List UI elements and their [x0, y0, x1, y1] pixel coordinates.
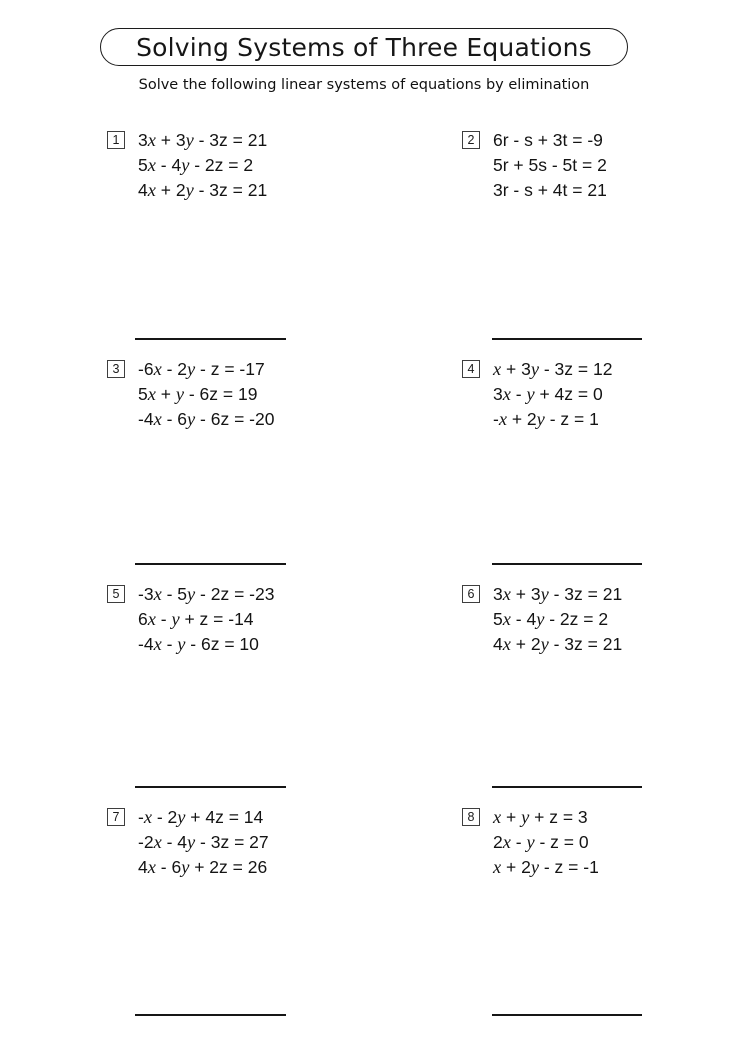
variable: x — [153, 634, 162, 654]
equation: -x - 2y + 4z = 14 — [138, 807, 264, 827]
equation: x + y + z = 3 — [493, 807, 588, 827]
variable: y — [536, 409, 545, 429]
answer-line-6 — [492, 786, 642, 788]
equation: -2x - 4y - 3z = 27 — [138, 832, 269, 852]
equation: 4x - 6y + 2z = 26 — [138, 857, 268, 877]
instructions-text: Solve the following linear systems of equations by elimination — [138, 77, 590, 93]
answer-line-1 — [135, 338, 286, 340]
equation: 3x - y + 4z = 0 — [493, 384, 603, 404]
problem-6 — [462, 582, 622, 657]
equation: -6x - 2y - z = -17 — [138, 359, 265, 379]
variable: y — [187, 832, 196, 852]
equation: -4x - y - 6z = 10 — [138, 634, 259, 654]
variable: x — [147, 857, 156, 877]
variable: y — [187, 359, 196, 379]
equation: x + 3y - 3z = 12 — [493, 359, 613, 379]
equation-list — [493, 805, 599, 880]
equation: 3x + 3y - 3z = 21 — [493, 584, 623, 604]
variable: y — [530, 359, 539, 379]
variable: x — [502, 584, 511, 604]
equation-list — [493, 128, 607, 203]
variable: x — [502, 609, 511, 629]
problem-number-box: 1 — [107, 131, 125, 149]
variable: x — [493, 359, 502, 379]
equation: 5x - 4y - 2z = 2 — [138, 155, 254, 175]
variable: x — [143, 807, 152, 827]
variable: y — [530, 857, 539, 877]
title-border-pill — [100, 28, 628, 66]
variable: x — [153, 832, 162, 852]
variable: y — [526, 832, 535, 852]
variable: y — [526, 384, 535, 404]
variable: y — [171, 609, 180, 629]
equation: 5x - 4y - 2z = 2 — [493, 609, 609, 629]
variable: x — [493, 857, 502, 877]
variable: x — [502, 384, 511, 404]
variable: y — [185, 180, 194, 200]
equation: 3x + 3y - 3z = 21 — [138, 130, 268, 150]
equation-list — [493, 582, 622, 657]
variable: y — [185, 130, 194, 150]
problem-4 — [462, 357, 612, 432]
variable: x — [147, 609, 156, 629]
problem-number-box: 5 — [107, 585, 125, 603]
variable: x — [153, 409, 162, 429]
variable: y — [187, 409, 196, 429]
variable: y — [187, 584, 196, 604]
problem-7 — [107, 805, 269, 880]
variable: y — [181, 857, 190, 877]
variable: y — [181, 155, 190, 175]
variable: y — [175, 384, 184, 404]
problem-number-box: 3 — [107, 360, 125, 378]
problem-number-box: 8 — [462, 808, 480, 826]
problem-3 — [107, 357, 274, 432]
equation: 6r - s + 3t = -9 — [493, 130, 603, 150]
problem-5 — [107, 582, 274, 657]
variable: x — [147, 130, 156, 150]
equation: 5r + 5s - 5t = 2 — [493, 155, 607, 175]
equation: -3x - 5y - 2z = -23 — [138, 584, 275, 604]
equation-list — [138, 582, 274, 657]
variable: y — [521, 807, 530, 827]
problem-number-box: 7 — [107, 808, 125, 826]
variable: x — [493, 807, 502, 827]
variable: x — [498, 409, 507, 429]
variable: y — [177, 807, 186, 827]
variable: x — [147, 384, 156, 404]
answer-line-3 — [135, 563, 286, 565]
variable: x — [147, 180, 156, 200]
problem-number-box: 4 — [462, 360, 480, 378]
answer-line-2 — [492, 338, 642, 340]
equation: -x + 2y - z = 1 — [493, 409, 599, 429]
answer-line-7 — [135, 1014, 286, 1016]
equation: -4x - 6y - 6z = -20 — [138, 409, 275, 429]
problem-number-box: 2 — [462, 131, 480, 149]
equation: x + 2y - z = -1 — [493, 857, 599, 877]
problem-8 — [462, 805, 599, 880]
equation: 6x - y + z = -14 — [138, 609, 254, 629]
equation-list — [138, 357, 274, 432]
variable: y — [540, 584, 549, 604]
problem-number-box: 6 — [462, 585, 480, 603]
equation: 4x + 2y - 3z = 21 — [138, 180, 268, 200]
problem-1 — [107, 128, 267, 203]
equation: 4x + 2y - 3z = 21 — [493, 634, 623, 654]
variable: x — [153, 359, 162, 379]
equation-list — [138, 805, 269, 880]
equation-list — [138, 128, 267, 203]
variable: y — [536, 609, 545, 629]
answer-line-8 — [492, 1014, 642, 1016]
equation: 2x - y - z = 0 — [493, 832, 589, 852]
equation: 3r - s + 4t = 21 — [493, 180, 607, 200]
variable: x — [502, 832, 511, 852]
variable: x — [153, 584, 162, 604]
page-title: Solving Systems of Three Equations — [136, 32, 592, 62]
variable: y — [540, 634, 549, 654]
answer-line-4 — [492, 563, 642, 565]
variable: y — [177, 634, 186, 654]
variable: x — [147, 155, 156, 175]
equation-list — [493, 357, 612, 432]
equation: 5x + y - 6z = 19 — [138, 384, 258, 404]
answer-line-5 — [135, 786, 286, 788]
problem-2 — [462, 128, 607, 203]
variable: x — [502, 634, 511, 654]
